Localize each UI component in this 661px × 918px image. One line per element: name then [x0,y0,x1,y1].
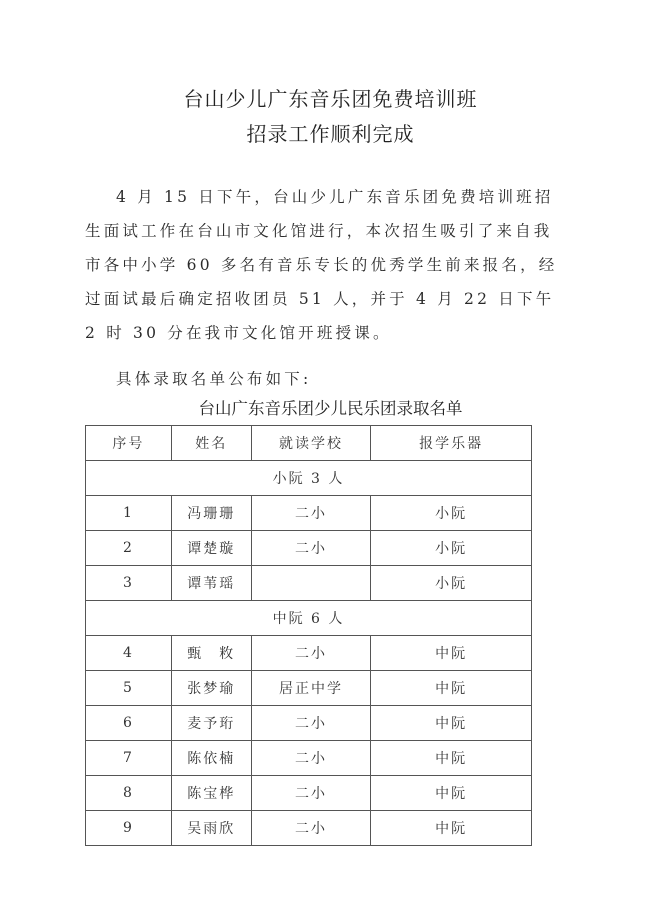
cell-name: 吴雨欣 [171,811,251,846]
cell-instrument: 中阮 [371,776,532,811]
table-row [86,706,532,741]
cell-school: 居正中学 [251,671,371,706]
cell-school: 二小 [251,776,371,811]
cell-instrument: 小阮 [371,496,532,531]
cell-school: 二小 [251,496,371,531]
cell-school: 二小 [251,706,371,741]
header-instrument: 报学乐器 [371,426,532,461]
cell-name: 麦予珩 [171,706,251,741]
group-label: 小阮 3 人 [86,461,532,496]
cell-school: 二小 [251,531,371,566]
cell-instrument: 中阮 [371,741,532,776]
cell-school: 二小 [251,811,371,846]
cell-name: 甄 敉 [171,636,251,671]
cell-instrument: 小阮 [371,566,532,601]
document-title-line-1: 台山少儿广东音乐团免费培训班 [183,87,478,111]
table-title: 台山广东音乐团少儿民乐团录取名单 [198,399,463,418]
header-name: 姓名 [171,426,251,461]
cell-name: 陈宝桦 [171,776,251,811]
table-row [86,496,532,531]
cell-index: 3 [86,566,172,601]
cell-index: 4 [86,636,172,671]
list-intro-paragraph: 具体录取名单公布如下: [116,370,312,388]
cell-school: 二小 [251,636,371,671]
body-paragraph: 4 月 15 日下午，台山少儿广东音乐团免费培训班招生面试工作在台山市文化馆进行，本次招生吸引了来自我市各中小学 60 多名有音乐专长的优秀学生前来报名，经过面试最后确定招收团员 51 人，并于 4 月 22 日下午 2 时 30 分在我市文化馆开班授课。 [85,188,558,342]
document-title-line-2: 招录工作顺利完成 [246,122,415,146]
table-row [86,531,532,566]
cell-instrument: 中阮 [371,706,532,741]
cell-school: 二小 [251,741,371,776]
cell-instrument: 中阮 [371,636,532,671]
cell-instrument: 中阮 [371,671,532,706]
admission-table [85,425,532,846]
cell-name: 谭楚璇 [171,531,251,566]
table-row [86,776,532,811]
header-school: 就读学校 [251,426,371,461]
cell-name: 陈依楠 [171,741,251,776]
table-header-row [86,426,532,461]
cell-index: 5 [86,671,172,706]
cell-school [251,566,371,601]
cell-name: 张梦瑜 [171,671,251,706]
cell-name: 谭苇瑶 [171,566,251,601]
group-row [86,601,532,636]
table-row [86,811,532,846]
cell-index: 2 [86,531,172,566]
table-row [86,671,532,706]
table-row [86,566,532,601]
table-row [86,741,532,776]
cell-index: 8 [86,776,172,811]
cell-index: 9 [86,811,172,846]
group-label: 中阮 6 人 [86,601,532,636]
header-index: 序号 [86,426,172,461]
cell-instrument: 中阮 [371,811,532,846]
cell-index: 7 [86,741,172,776]
table-row [86,636,532,671]
group-row [86,461,532,496]
cell-name: 冯珊珊 [171,496,251,531]
cell-index: 6 [86,706,172,741]
cell-instrument: 小阮 [371,531,532,566]
cell-index: 1 [86,496,172,531]
